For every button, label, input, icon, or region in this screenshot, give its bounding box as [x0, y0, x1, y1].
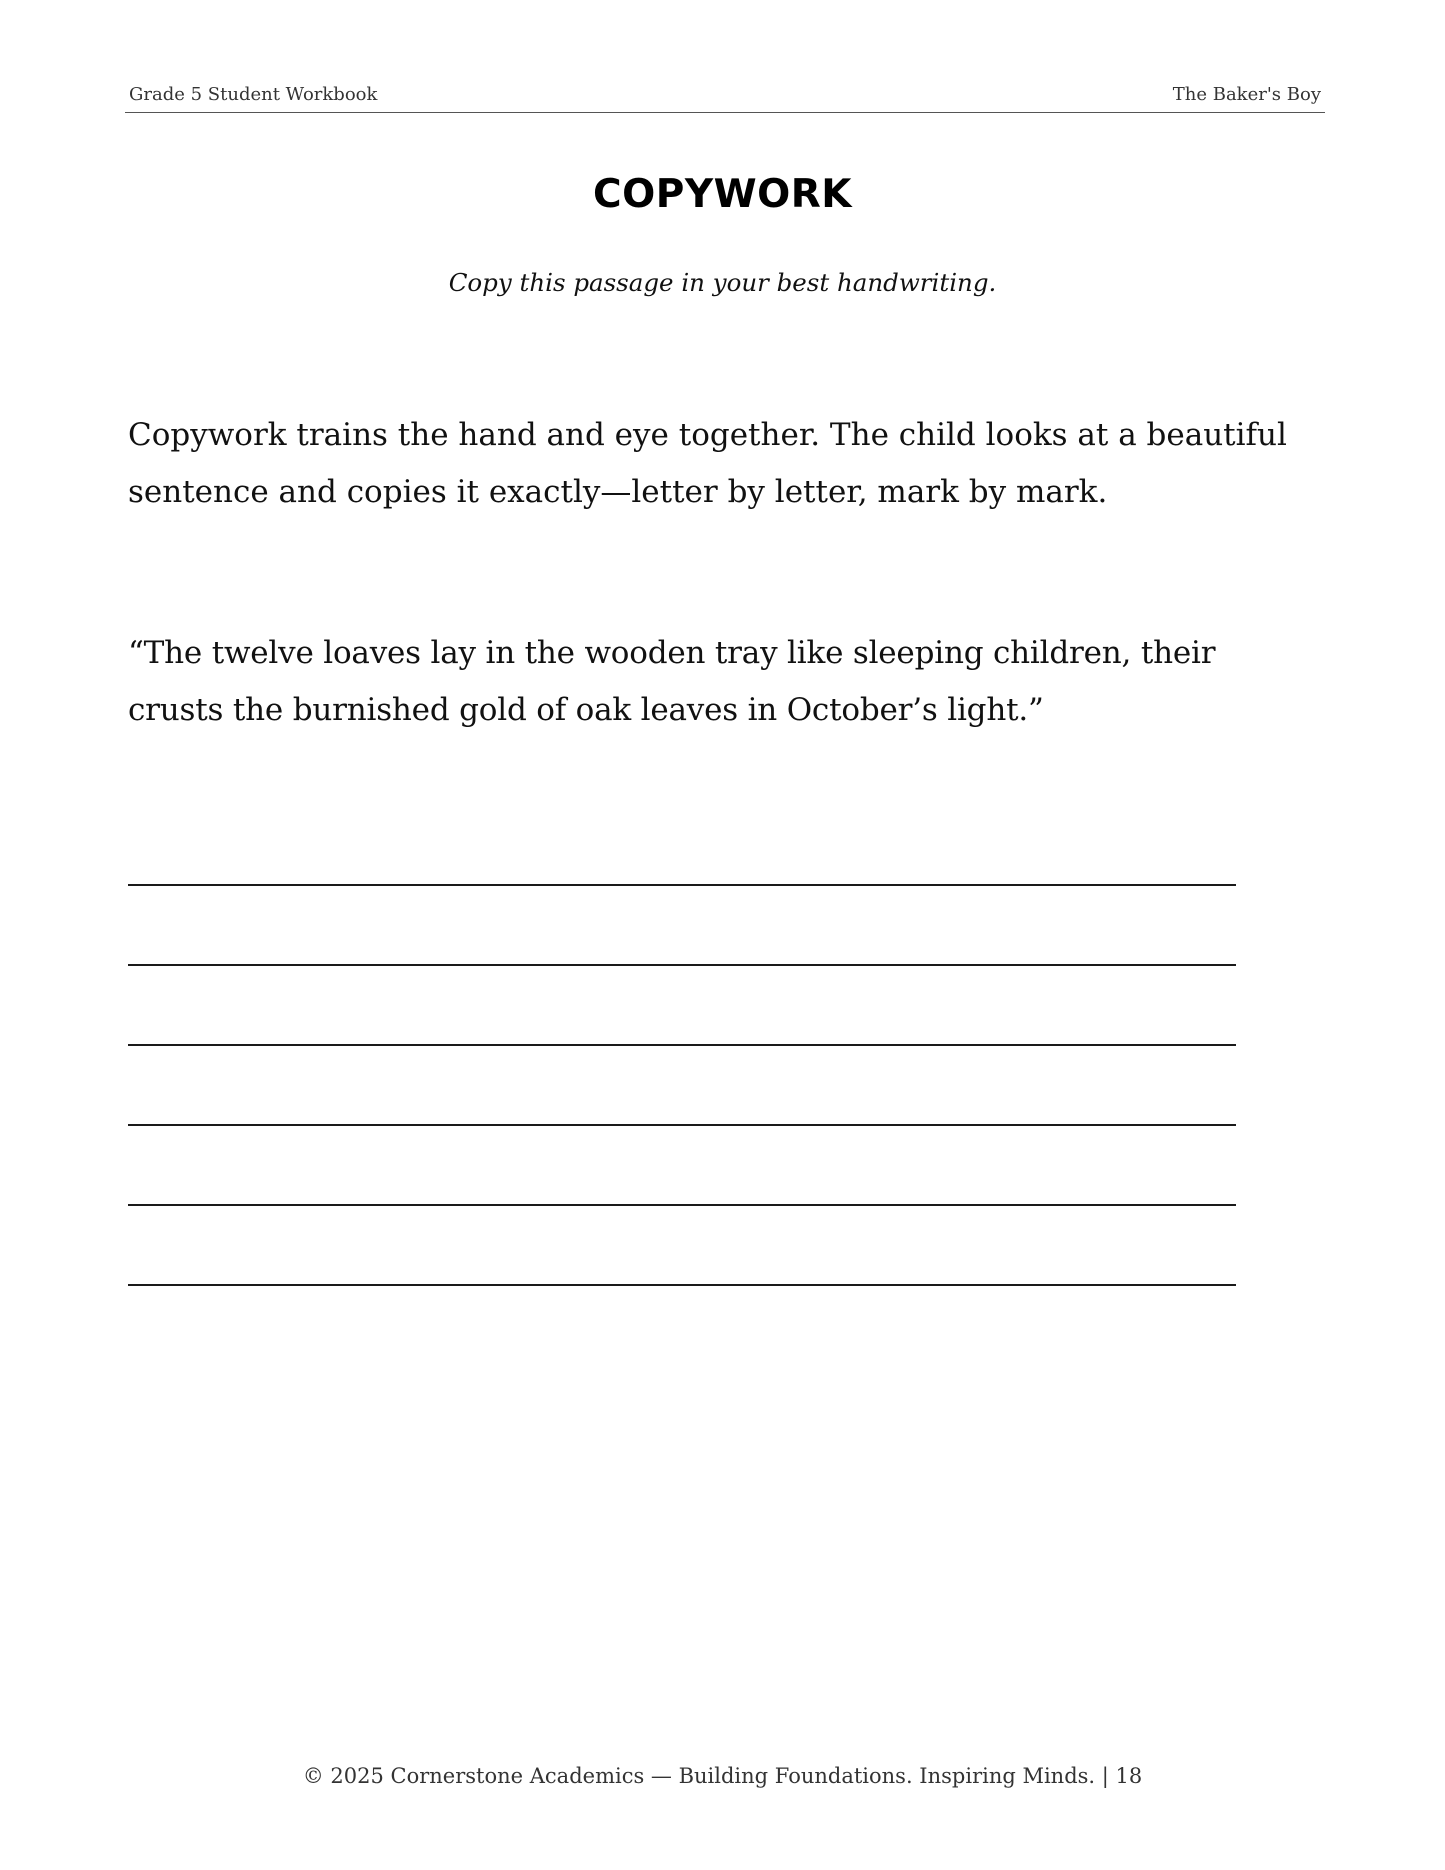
- page-title: COPYWORK: [592, 172, 853, 217]
- running-header: [125, 82, 1325, 113]
- handwriting-line[interactable]: [128, 1046, 1236, 1126]
- copy-passage: “The twelve loaves lay in the wooden tray like sleeping children, their crusts the burnished gold of oak leaves in October’s light.”: [128, 635, 1216, 728]
- header-book-title: The Baker's Boy: [1172, 84, 1321, 105]
- handwriting-line[interactable]: [128, 966, 1236, 1046]
- intro-paragraph: Copywork trains the hand and eye together. The child looks at a beautiful sentence and copies it exactly—letter by letter, mark by mark.: [128, 417, 1287, 510]
- instructions: Copy this passage in your best handwriting.: [448, 268, 997, 297]
- page-footer: © 2025 Cornerstone Academics — Building Foundations. Inspiring Minds. | 18: [302, 1764, 1143, 1788]
- handwriting-line[interactable]: [128, 886, 1236, 966]
- header-workbook-title: Grade 5 Student Workbook: [129, 84, 378, 105]
- handwriting-line[interactable]: [128, 1206, 1236, 1286]
- handwriting-line[interactable]: [128, 1126, 1236, 1206]
- handwriting-lines: [128, 884, 1236, 1286]
